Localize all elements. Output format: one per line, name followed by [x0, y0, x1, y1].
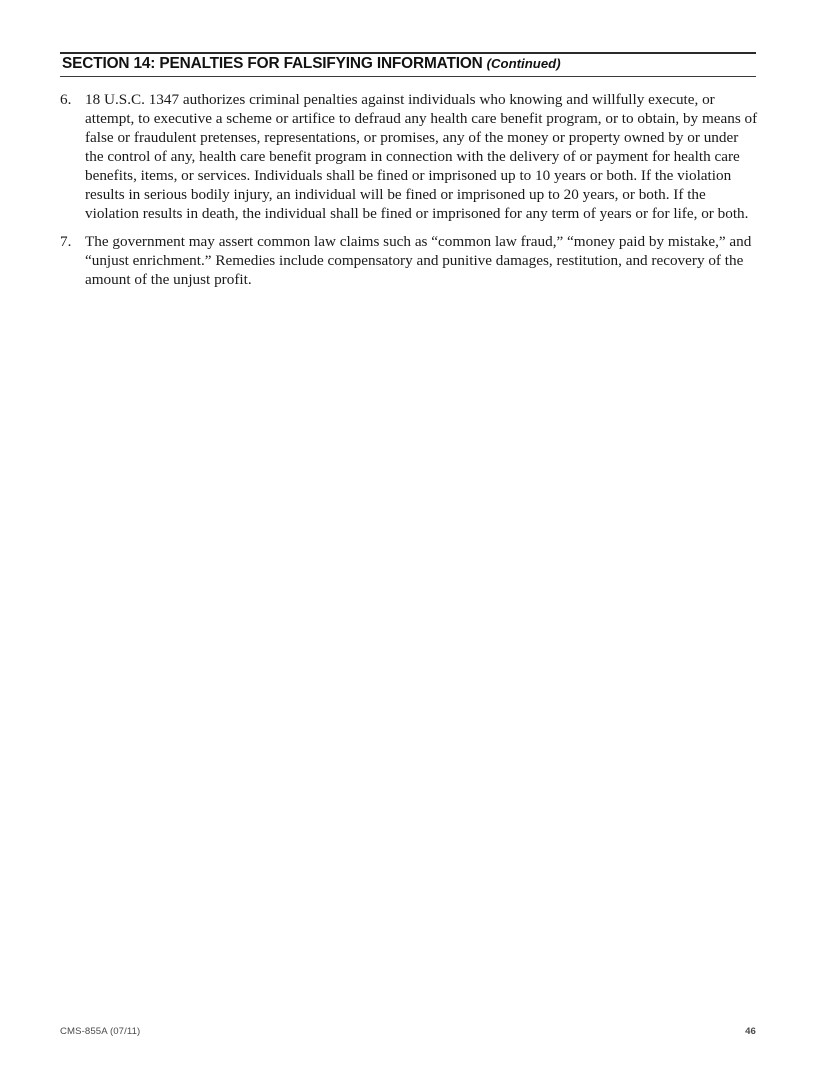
section-header: [60, 52, 756, 77]
section-title-row: [60, 54, 756, 76]
section-continued-label: (Continued): [486, 56, 561, 71]
list-item-number: 7.: [60, 233, 72, 251]
list-item-text: 18 U.S.C. 1347 authorizes criminal penalties against individuals who knowing and willfully execute, or attempt, to executive a scheme or artifice to defraud any health care benefit program, or to obtain, by means of false or fraudulent pretenses, representations, or promises, any of the money or property owned by or under the control of any, health care benefit program in connection with the delivery of or payment for health care benefits, items, or services. Individuals shall be fined or imprisoned up to 10 years or both. If the violation results in serious bodily injury, an individual will be fined or imprisoned up to 20 years, or both. If the violation results in death, the individual shall be fined or imprisoned for any term of years or for life, or both.: [85, 91, 758, 223]
list-item: [60, 232, 760, 289]
section-title: SECTION 14: PENALTIES FOR FALSIFYING INFORMATION: [62, 55, 483, 72]
list-item-text: The government may assert common law claims such as “common law fraud,” “money paid by mistake,” and “unjust enrichment.” Remedies include compensatory and punitive damages, restitution, and recovery of the amount of the unjust profit.: [85, 233, 752, 289]
numbered-list: [60, 90, 760, 298]
list-item: [60, 90, 760, 223]
header-rule-bottom: [60, 76, 756, 77]
footer-form-id: CMS-855A (07/11): [60, 1026, 141, 1037]
footer-page-number: 46: [745, 1026, 756, 1037]
list-item-number: 6.: [60, 91, 72, 108]
page-footer: [60, 1026, 756, 1037]
